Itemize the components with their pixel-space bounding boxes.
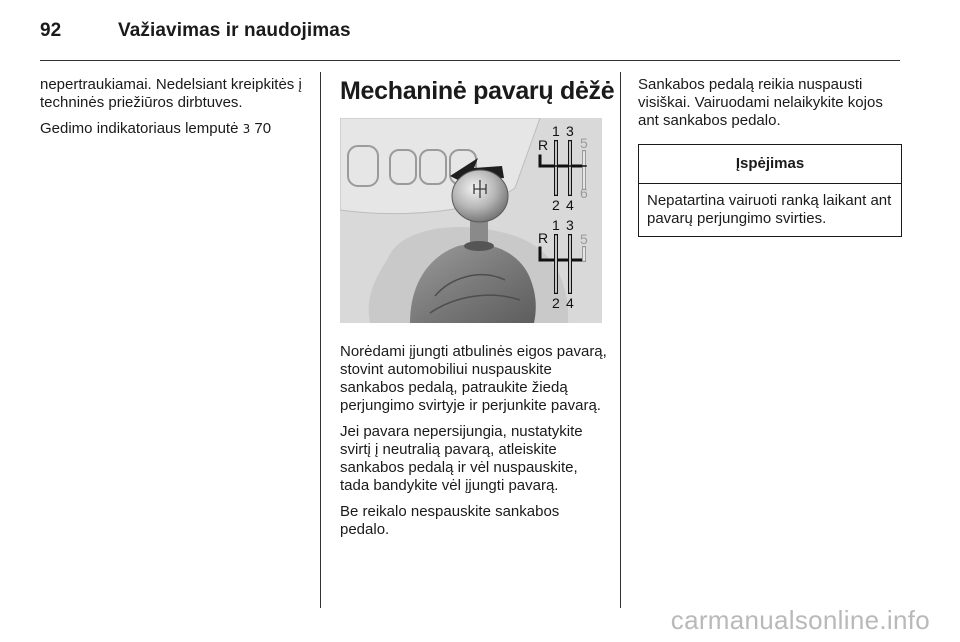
- gear-label: 1: [552, 217, 560, 233]
- header-title: Važiavimas ir naudojimas: [118, 20, 351, 41]
- column-3: [638, 76, 902, 237]
- header-rule: [40, 60, 900, 61]
- paragraph-indicator-ref: [40, 120, 305, 138]
- paragraph: Sankabos pedalą reikia nuspausti visiškai. Vairuodami nelaikykite kojos ant sankabos pedalo.: [638, 76, 883, 129]
- gear-shift-illustration: [340, 118, 602, 323]
- gear-label: 2: [552, 295, 560, 311]
- gear-label: 6: [580, 185, 588, 201]
- column-2: [340, 76, 615, 547]
- section-title: Mechaninė pavarų dėžė: [340, 77, 615, 105]
- ref-text: Gedimo indikatoriaus lemputė: [40, 120, 239, 137]
- gear-label: 5: [580, 231, 588, 247]
- gear-label: R: [538, 137, 549, 153]
- warning-body: Nepatartina vairuoti ranką laikant ant pavarų perjungimo svirties.: [647, 192, 892, 227]
- column-divider-2: [620, 72, 621, 608]
- gear-label: 5: [580, 135, 588, 151]
- gear-label: 3: [566, 123, 574, 139]
- ref-page-link[interactable]: 70: [254, 120, 272, 137]
- paragraph: nepertraukiamai. Nedelsiant kreipkitės į techninės priežiūros dirbtuves.: [40, 76, 302, 111]
- cross-reference-icon: 3: [242, 122, 251, 136]
- page-header: [40, 20, 351, 42]
- gear-label: R: [538, 230, 549, 246]
- gear-label: 3: [566, 217, 574, 233]
- gear-label: 4: [566, 295, 574, 311]
- paragraph: Be reikalo nespauskite sankabos pedalo.: [340, 503, 560, 538]
- gear-label: 1: [552, 123, 560, 139]
- gear-label: 2: [552, 197, 560, 213]
- column-1: [40, 76, 305, 146]
- paragraph: Norėdami įjungti atbulinės eigos pavarą, stovint automobiliui nuspauskite sankabos pedalą, patraukite žiedą perjungimo svirtyje ir perjunkite pavarą.: [340, 343, 607, 414]
- warning-box: [638, 144, 902, 237]
- warning-title: Įspėjimas: [639, 145, 901, 184]
- watermark: carmanualsonline.info: [670, 605, 930, 635]
- page-number: 92: [40, 20, 62, 41]
- paragraph: Jei pavara nepersijungia, nustatykite svirtį į neutralią pavarą, atleiskite sankabos pedalą ir vėl nuspauskite, tada bandykite vėl įjungti pavarą.: [340, 423, 583, 494]
- gear-label: 4: [566, 197, 574, 213]
- column-divider-1: [320, 72, 321, 608]
